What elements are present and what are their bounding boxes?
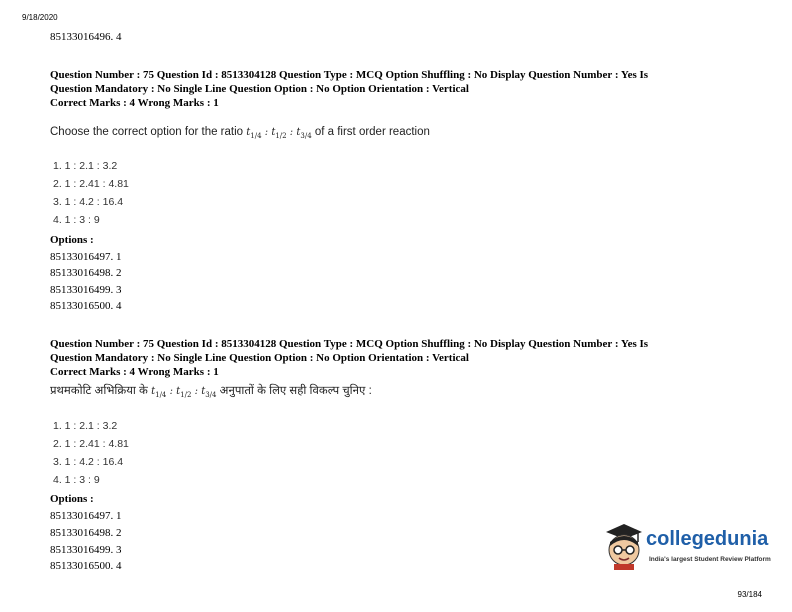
print-date: 9/18/2020 bbox=[22, 13, 58, 22]
marks-line: Correct Marks : 4 Wrong Marks : 1 bbox=[50, 366, 219, 378]
choice-3: 3. 1 : 4.2 : 16.4 bbox=[53, 196, 124, 208]
collegedunia-logo bbox=[602, 522, 772, 572]
question-text-post: अनुपातों के लिए सही विकल्प चुनिए : bbox=[219, 385, 372, 397]
question-text-english bbox=[50, 126, 430, 140]
previous-option: 85133016496. 4 bbox=[50, 31, 122, 43]
option-id-1: 85133016497. 1 bbox=[50, 510, 122, 522]
mascot-icon bbox=[602, 522, 646, 570]
option-id-3: 85133016499. 3 bbox=[50, 544, 122, 556]
question-text-pre: Choose the correct option for the ratio bbox=[50, 126, 244, 138]
choice-2: 2. 1 : 2.41 : 4.81 bbox=[53, 178, 129, 190]
logo-wordmark: collegedunia bbox=[646, 528, 769, 550]
question-meta-line2: Question Mandatory : No Single Line Question Option : No Option Orientation : Vertical bbox=[50, 83, 469, 95]
question-text-hindi bbox=[50, 383, 372, 399]
option-id-1: 85133016497. 1 bbox=[50, 251, 122, 263]
choice-1: 1. 1 : 2.1 : 3.2 bbox=[53, 420, 118, 432]
choice-2: 2. 1 : 2.41 : 4.81 bbox=[53, 438, 129, 450]
choice-4: 4. 1 : 3 : 9 bbox=[53, 214, 100, 226]
question-text-post: of a first order reaction bbox=[314, 126, 430, 138]
options-label: Options : bbox=[50, 493, 94, 505]
question-meta-line2: Question Mandatory : No Single Line Question Option : No Option Orientation : Vertical bbox=[50, 352, 469, 364]
option-id-3: 85133016499. 3 bbox=[50, 284, 122, 296]
choice-4: 4. 1 : 3 : 9 bbox=[53, 474, 100, 486]
question-meta-line1: Question Number : 75 Question Id : 8513304128 Question Type : MCQ Option Shuffling : No Display Question Number : Yes Is bbox=[50, 338, 649, 350]
marks-line: Correct Marks : 4 Wrong Marks : 1 bbox=[50, 97, 219, 109]
logo-tagline: India's largest Student Review Platform bbox=[649, 556, 771, 563]
ratio-expression: $t_{1/4}$ : $t_{1/2}$ : $t_{3/4}$ bbox=[246, 127, 312, 140]
question-meta-line1: Question Number : 75 Question Id : 8513304128 Question Type : MCQ Option Shuffling : No Display Question Number : Yes Is bbox=[50, 69, 649, 81]
option-id-2: 85133016498. 2 bbox=[50, 267, 122, 279]
page-number: 93/184 bbox=[737, 590, 762, 599]
option-id-2: 85133016498. 2 bbox=[50, 527, 122, 539]
ratio-expression: $t_{1/4}$ : $t_{1/2}$ : $t_{3/4}$ bbox=[151, 386, 217, 399]
question-text-pre: प्रथमकोटि अभिक्रिया के bbox=[50, 385, 148, 397]
options-label: Options : bbox=[50, 234, 94, 246]
option-id-4: 85133016500. 4 bbox=[50, 300, 122, 312]
choice-3: 3. 1 : 4.2 : 16.4 bbox=[53, 456, 124, 468]
option-id-4: 85133016500. 4 bbox=[50, 560, 122, 572]
choice-1: 1. 1 : 2.1 : 3.2 bbox=[53, 160, 118, 172]
